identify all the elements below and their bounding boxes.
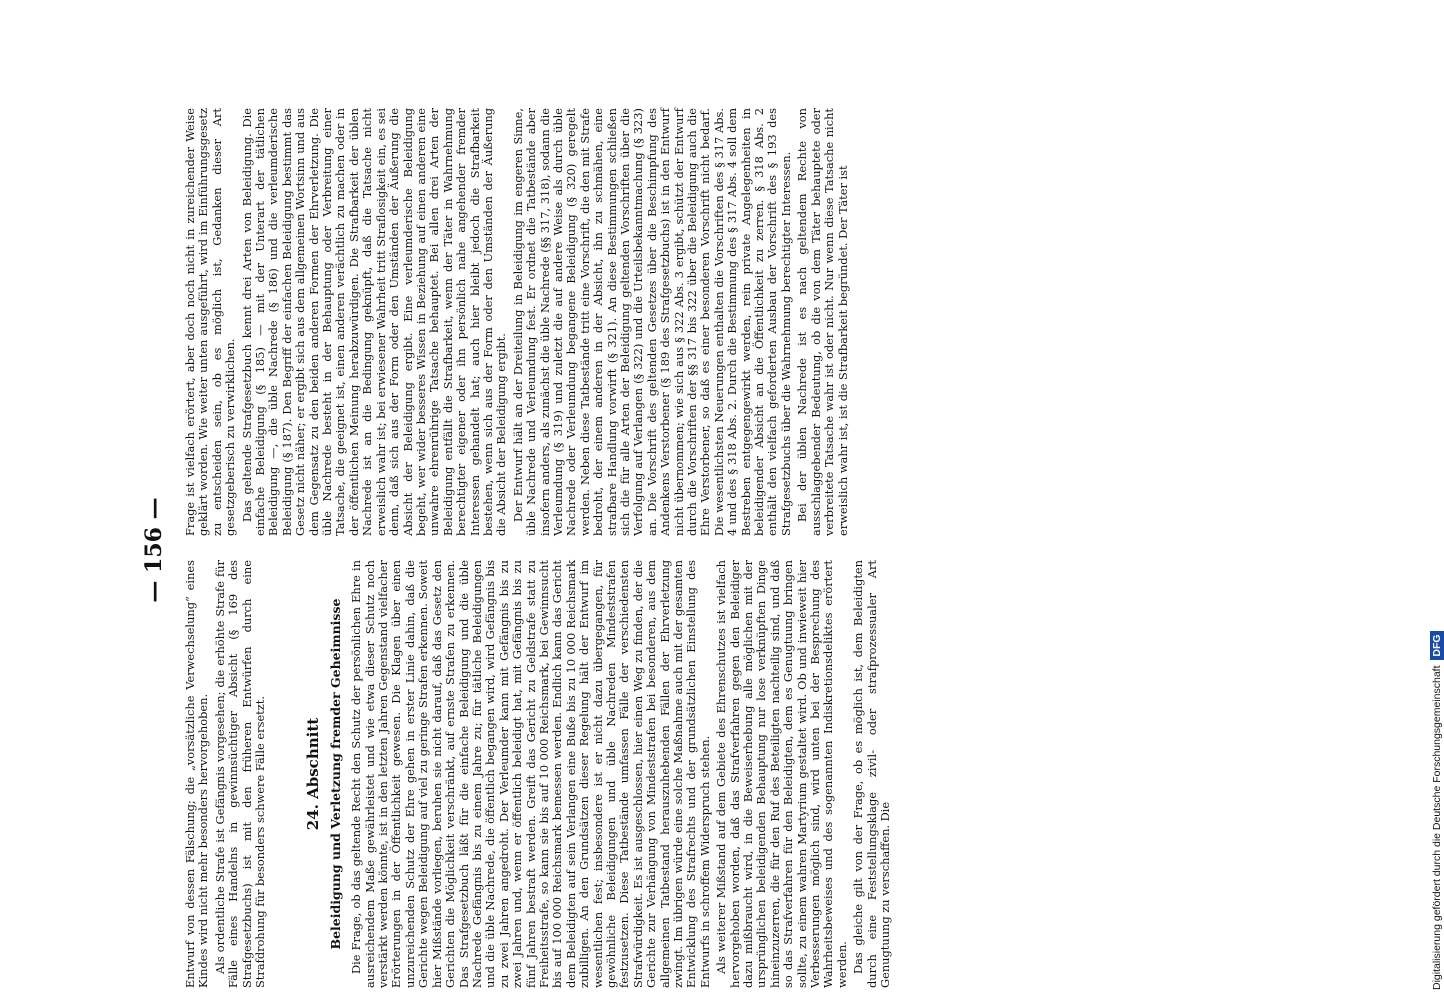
credit-text: Digitalisierung gefördert durch die Deutsche Forschungsgemeinschaft <box>1431 665 1443 990</box>
dfg-logo: DFG <box>1430 631 1444 659</box>
section-subtitle: Beleidigung und Verletzung fremder Geheimnisse <box>327 598 343 950</box>
right-column <box>184 108 853 536</box>
paragraph: Frage ist vielfach erörtert, aber doch noch nicht in zureichender Weise geklärt worden. Wie weiter unten ausgeführt, wird im Einführungsgesetz zu entscheiden sein, ob es möglich ist, Gedanken dieser Art gesetzgeberisch zu verwirklichen. <box>183 108 238 536</box>
paragraph: Bei der üblen Nachrede ist es nach geltendem Rechte von ausschlaggebender Bedeutung, ob die von dem Täter behauptete oder verbreitete Tatsache wahr ist oder nicht. Nur wenn diese Tatsache nicht erweislich wahr ist, ist die Strafbarkeit begründet. Der Täter ist <box>795 108 850 536</box>
digitization-credit <box>1408 0 1443 1000</box>
page-number: — 156 — <box>141 497 167 603</box>
left-column <box>184 560 896 988</box>
paragraph: Als weiterer Mißstand auf dem Gebiete des Ehrenschutzes ist vielfach hervorgehoben worden, daß das Strafverfahren gegen den Beleidiger dazu mißbraucht wird, in die Beweiserhebung alle möglichen mit der ursprünglichen beleidigenden Behauptung nur lose verknüpften Dinge hineinzuzerren, die für den Ruf des Beteiligten nachteilig sind, und daß so das Strafverfahren für den Beleidigten, dem es Genugtuung bringen sollte, zu einem wahren Martyrium gestaltet wird. Ob und inwieweit hier Verbesserungen möglich sind, wird unten bei der Besprechung des Wahrheitsbeweises und des sogenannten Indiskretionsdeliktes erörtert werden. <box>714 560 849 988</box>
section-heading: 24. Abschnitt <box>304 717 323 831</box>
paragraph: Das gleiche gilt von der Frage, ob es möglich ist, dem Beleidigten durch eine Feststellungsklage zivil- oder strafprozessualer Art Genugtuung zu verschaffen. Die <box>851 560 893 988</box>
paragraph: Als ordentliche Strafe ist Gefängnis vorgesehen; die erhöhte Strafe für Fälle eines Handelns in gewinnsüchtiger Absicht (§ 169 des Strafgesetzbuchs) ist mit den früheren Entwürfen durch eine Strafdrohung für besonders schwere Fälle ersetzt. <box>212 560 268 988</box>
paragraph: Entwurf von dessen Fälschung; die „vorsätzliche Verwechselung“ eines Kindes wird nicht mehr besonders hervorgehoben. <box>183 560 211 988</box>
document-page <box>132 100 1308 1000</box>
paragraph: Die Frage, ob das geltende Recht den Schutz der persönlichen Ehre in ausreichendem Maße gewährleistet und wie etwa dieser Schutz noch verstärkt werden könnte, ist in den letzten Jahren Gegenstand vielfacher Erörterungen in der Öffentlichkeit gewesen. Die Klagen über einen unzureichenden Schutz der Ehre gehen in erster Linie dahin, daß die Gerichte wegen Beleidigung auf viel zu geringe Strafen erkennen. Soweit hier Mißstände vorliegen, beruhen sie nicht darauf, daß das Gesetz den Gerichten die Möglichkeit verschränkt, auf ernste Strafen zu erkennen. Das Strafgesetzbuch läßt für die einfache Beleidigung und die üble Nachrede Gefängnis bis zu einem Jahre zu; für tätliche Beleidigungen und die üble Nachrede, die öffentlich begangen wird, wird Gefängnis bis zu zwei Jahren angedroht. Der Verleumder kann mit Gefängnis bis zu zwei Jahren und, wenn er öffentlich beleidigt hat, mit Gefängnis bis zu fünf Jahren bestraft werden. Greift das Gericht zu Geldstrafe statt zu Freiheitsstrafe, so kann sie bis auf 10 000 Reichsmark, bei Gewinnsucht bis auf 100 000 Reichsmark bemessen werden. Endlich kann das Gericht dem Beleidigten auf sein Verlangen eine Buße bis zu 10 000 Reichsmark zubilligen. An den Grundsätzen dieser Regelung hält der Entwurf im wesentlichen fest; insbesondere ist er nicht dazu übergegangen, für gewöhnliche Beleidigungen und üble Nachreden Mindeststrafen festzusetzen. Diese Tatbestände umfassen Fälle der verschiedensten Strafwürdigkeit. Es ist ausgeschlossen, hier einen Weg zu finden, der die Gerichte zur Verhängung von Mindeststrafen bei besonderen, aus dem allgemeinen Tatbestand herauszuhebenden Fällen der Ehrverletzung zwingt. Im übrigen würde eine solche Maßnahme auch mit der gesamten Entwicklung des Strafrechts und der grundsätzlichen Einstellung des Entwurfs in schroffem Widerspruch stehen. <box>349 560 712 988</box>
paragraph: Der Entwurf hält an der Dreiteilung in Beleidigung im engeren Sinne, üble Nachrede und Verleumdung fest. Er ordnet die Tatbestände aber insofern anders, als zunächst die üble Nachrede (§§ 317, 318), sodann die Verleumdung (§ 319) und zuletzt die auf andere Weise als durch üble Nachrede oder Verleumdung begangene Beleidigung (§ 320) geregelt werden. Neben diese Tatbestände tritt eine Vorschrift, die den mit Strafe bedroht, der einem anderen in der Absicht, ihn zu schmähen, eine strafbare Handlung vorwirft (§ 321). An diese Bestimmungen schließen sich die für alle Arten der Beleidigung geltenden Vorschriften über die Verfolgung auf Verlangen (§ 322) und die Urteilsbekanntmachung (§ 323) an. Die Vorschrift des geltenden Gesetzes über die Beschimpfung des Andenkens Verstorbener (§ 189 des Strafgesetzbuchs) ist in den Entwurf nicht übernommen; wie sich aus § 322 Abs. 3 ergibt, schützt der Entwurf durch die Vorschriften der §§ 317 bis 322 über die Beleidigung auch die Ehre Verstorbener, so daß es einer besonderen Vorschrift nicht bedarf. Die wesentlichsten Neuerungen enthalten die Vorschriften des § 317 Abs. 4 und des § 318 Abs. 2. Durch die Bestimmung des § 317 Abs. 4 soll dem Bestreben entgegengewirkt werden, rein private Angelegenheiten in beleidigender Absicht an die Öffentlichkeit zu zerren. § 318 Abs. 2 enthält den vielfach geforderten Ausbau der Vorschrift des § 193 des Strafgesetzbuchs über die Wahrnehmung berechtigter Interessen. <box>510 108 793 536</box>
paragraph: Das geltende Strafgesetzbuch kennt drei Arten von Beleidigung. Die einfache Beleidigung (§ 185) — mit der Unterart der tätlichen Beleidigung —, die üble Nachrede (§ 186) und die verleumderische Beleidigung (§ 187). Den Begriff der einfachen Beleidigung bestimmt das Gesetz nicht näher; er ergibt sich aus dem allgemeinen Wortsinn und aus dem Gegensatz zu den beiden anderen Formen der Ehrverletzung. Die üble Nachrede besteht in der Behauptung oder Verbreitung einer Tatsache, die geeignet ist, einen anderen verächtlich zu machen oder in der öffentlichen Meinung herabzuwürdigen. Die Strafbarkeit der üblen Nachrede ist an die Bedingung geknüpft, daß die Tatsache nicht erweislich wahr ist; bei erwiesener Wahrheit tritt Straflosigkeit ein, es sei denn, daß sich aus der Form oder den Umständen der Äußerung die Absicht der Beleidigung ergibt. Eine verleumderische Beleidigung begeht, wer wider besseres Wissen in Beziehung auf einen anderen eine unwahre ehrenrührige Tatsache behauptet. Bei allen drei Arten der Beleidigung entfällt die Strafbarkeit, wenn der Täter in Wahrnehmung berechtigter eigener oder ihn persönlich nahe angehender fremder Interessen gehandelt hat; auch hier bleibt jedoch die Strafbarkeit bestehen, wenn sich aus der Form oder den Umständen der Äußerung die Absicht der Beleidigung ergibt. <box>239 108 509 536</box>
